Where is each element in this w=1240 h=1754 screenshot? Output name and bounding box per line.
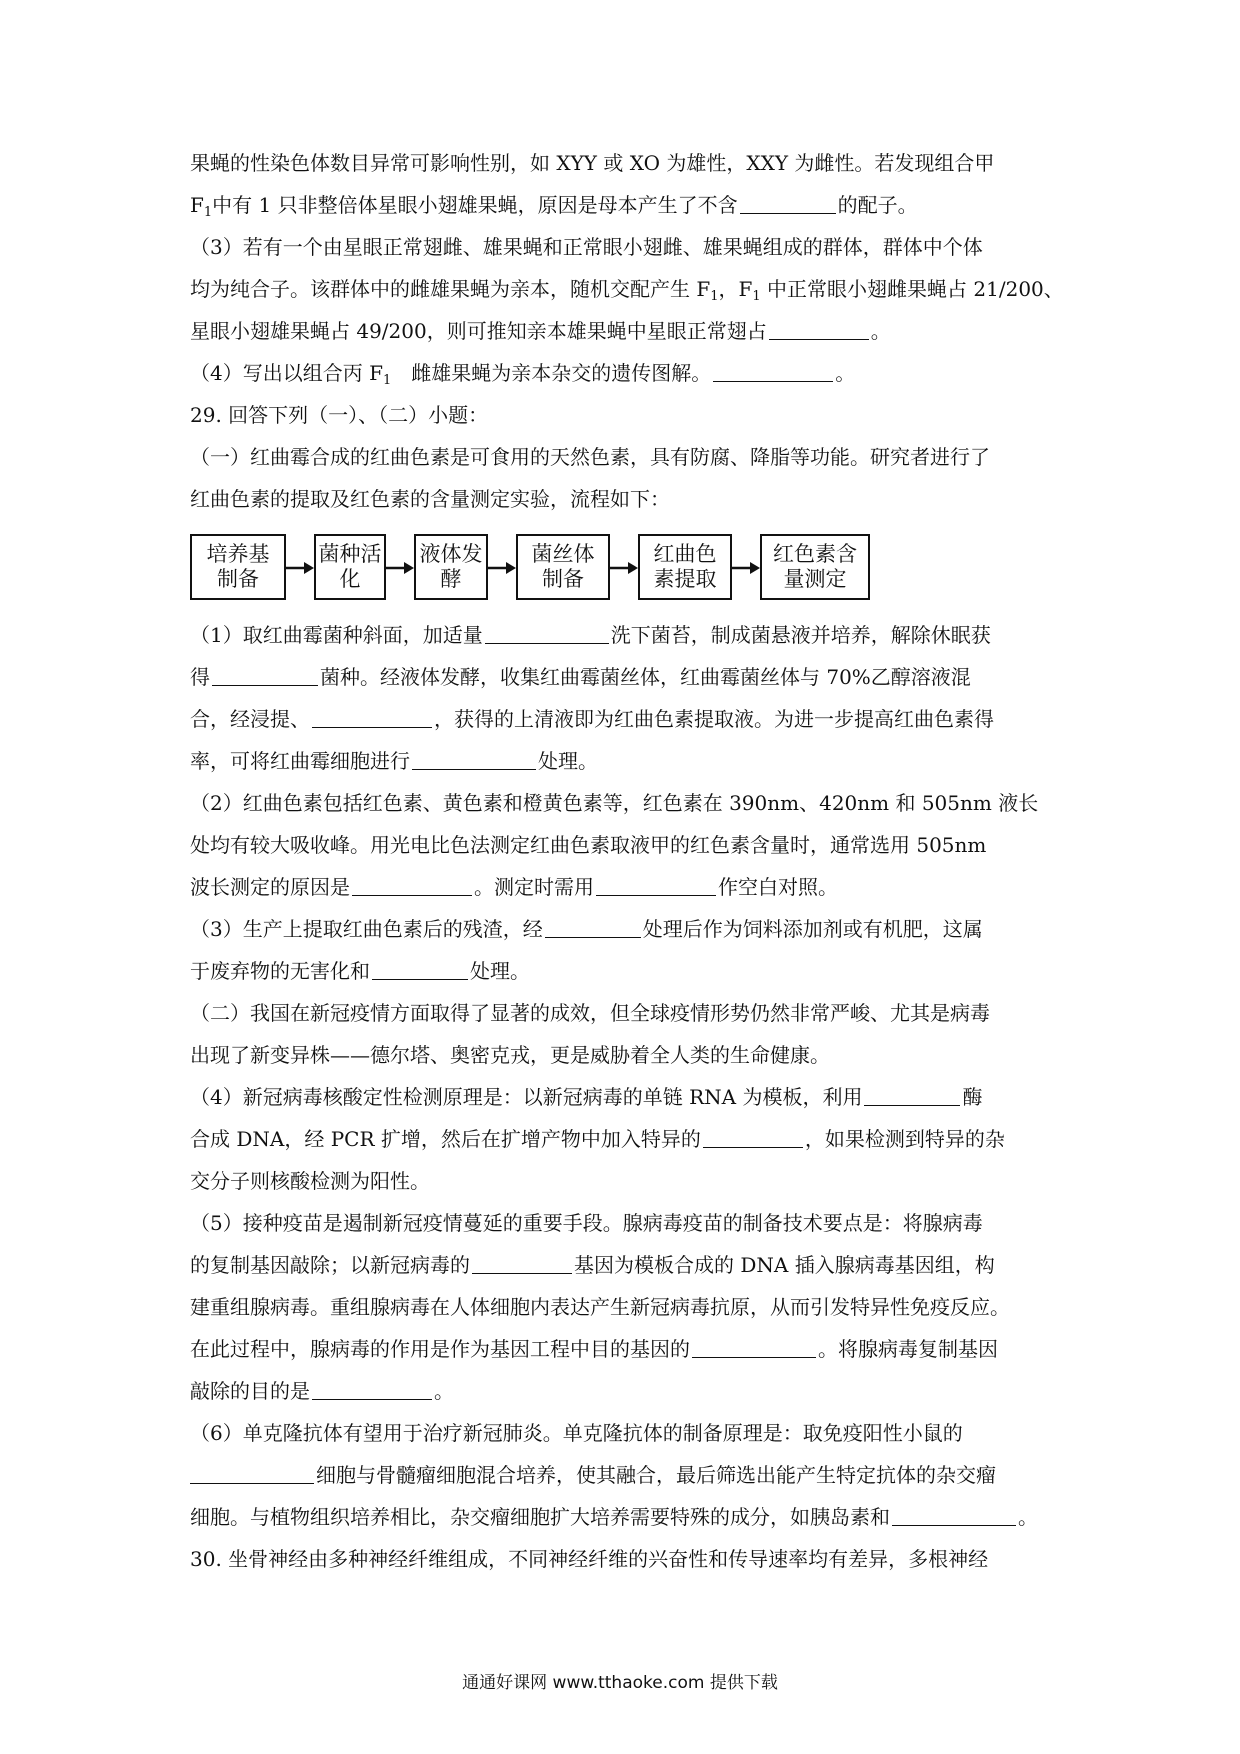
text-line [190,1496,1070,1538]
flow-step-label: 培养基制备 [206,542,270,591]
flow-step [760,534,870,600]
flow-step [414,534,488,600]
text-line [190,1202,1070,1244]
text-span: 建重组腺病毒。重组腺病毒在人体细胞内表达产生新冠病毒抗原，从而引发特异性免疫反应。 [190,1295,1010,1319]
text-line [190,992,1070,1034]
answer-blank[interactable] [864,1081,960,1106]
text-span: （一）红曲霉合成的红曲色素是可食用的天然色素，具有防腐、降脂等功能。研究者进行了 [190,445,990,469]
text-span: 。 [835,361,856,385]
answer-blank[interactable] [892,1501,1016,1526]
answer-blank[interactable] [713,357,833,382]
text-span: 红曲色素的提取及红色素的含量测定实验，流程如下： [190,487,670,511]
text-span: 处均有较大吸收峰。用光电比色法测定红曲色素取液甲的红色素含量时，通常选用 505nm [190,833,987,857]
arrow-icon [488,558,516,578]
text-span: 。 [1018,1505,1038,1529]
text-line [190,1370,1070,1412]
text-line [190,352,1070,394]
answer-blank[interactable] [372,955,468,980]
text-line [190,698,1070,740]
text-line [190,478,1070,520]
text-span: （4）新冠病毒核酸定性检测原理是：以新冠病毒的单链 RNA 为模板，利用 [190,1085,863,1109]
answer-blank[interactable] [740,189,836,214]
text-line [190,1118,1070,1160]
flow-step-label: 红曲色素提取 [653,542,717,591]
text-span: 细胞。与植物组织培养相比，杂交瘤细胞扩大培养需要特殊的成分，如胰岛素和 [190,1505,890,1529]
text-span: 果蝇的性染色体数目异常可影响性别，如 XYY 或 XO 为雄性，XXY 为雌性。若发现组合甲 [190,151,995,175]
flow-step [638,534,732,600]
page-content [190,142,1070,1580]
answer-blank[interactable] [545,913,641,938]
text-line [190,268,1070,310]
arrow-icon [610,558,638,578]
text-span: 敲除的目的是 [190,1379,310,1403]
flow-step-label: 液体发酵 [419,542,483,591]
text-span: 处理。 [538,749,598,773]
arrow-icon [286,558,314,578]
text-span: 中正常眼小翅雌果蝇占 21/200、 [760,277,1064,301]
question-number: 29. 回答下列（一）、（二）小题： [190,403,489,427]
text-span: （3）若有一个由星眼正常翅雌、雄果蝇和正常眼小翅雌、雄果蝇组成的群体，群体中个体 [190,235,983,259]
flow-step [190,534,286,600]
answer-blank[interactable] [472,1249,572,1274]
process-flowchart [190,524,1070,614]
text-line [190,436,1070,478]
text-span: 合成 DNA，经 PCR 扩增，然后在扩增产物中加入特异的 [190,1127,701,1151]
question-number: 30. 坐骨神经由多种神经纤维组成，不同神经纤维的兴奋性和传导速率均有差异，多根神经 [190,1547,989,1571]
arrow-icon [732,558,760,578]
text-line [190,394,1070,436]
text-span: 在此过程中，腺病毒的作用是作为基因工程中目的基因的 [190,1337,690,1361]
text-span: 酶 [962,1085,983,1109]
text-span: 洗下菌苔，制成菌悬液并培养，解除休眠获 [610,623,991,647]
flow-step [516,534,610,600]
text-line [190,310,1070,352]
text-line [190,1160,1070,1202]
text-span: 的复制基因敲除；以新冠病毒的 [190,1253,470,1277]
subscript: 1 [382,373,392,388]
text-span: 波长测定的原因是 [190,875,350,899]
answer-blank[interactable] [596,871,716,896]
text-line [190,1328,1070,1370]
text-line [190,656,1070,698]
text-line [190,908,1070,950]
text-span: 。测定时需用 [474,875,594,899]
flow-step [314,534,386,600]
answer-blank[interactable] [485,619,609,644]
flow-step-label: 菌种活化 [318,542,382,591]
text-span: 基因为模板合成的 DNA 插入腺病毒基因组，构 [574,1253,995,1277]
text-span: （4）写出以组合丙 F [190,361,383,385]
answer-blank[interactable] [769,315,869,340]
text-span: 的配子。 [837,193,918,217]
text-span: 菌种。经液体发酵，收集红曲霉菌丝体，红曲霉菌丝体与 70%乙醇溶液混 [320,665,971,689]
text-span: 。 [434,1379,454,1403]
text-span: （6）单克隆抗体有望用于治疗新冠肺炎。单克隆抗体的制备原理是：取免疫阳性小鼠的 [190,1421,963,1445]
text-span: 均为纯合子。该群体中的雌雄果蝇为亲本，随机交配产生 F [190,277,711,301]
text-span: 处理后作为饲料添加剂或有机肥，这属 [642,917,983,941]
text-line [190,1286,1070,1328]
answer-blank[interactable] [212,661,318,686]
text-span: ，F [718,277,753,301]
subscript: 1 [752,289,761,304]
text-span: （二）我国在新冠疫情方面取得了显著的成效，但全球疫情形势仍然非常严峻、尤其是病毒 [190,1001,990,1025]
text-span: 出现了新变异株——德尔塔、奥密克戎，更是威胁着全人类的生命健康。 [190,1043,830,1067]
text-span: 星眼小翅雄果蝇占 49/200，则可推知亲本雄果蝇中星眼正常翅占 [190,319,767,343]
answer-blank[interactable] [703,1123,803,1148]
text-line [190,142,1070,184]
answer-blank[interactable] [312,1375,432,1400]
text-span: 于废弃物的无害化和 [190,959,370,983]
text-span: ，如果检测到特异的杂 [804,1127,1005,1151]
text-span: ，获得的上清液即为红曲色素提取液。为进一步提高红曲色素得 [434,707,994,731]
text-span: 雌雄果蝇为亲本杂交的遗传图解。 [391,361,712,385]
text-span: 。 [870,319,891,343]
text-span: 细胞与骨髓瘤细胞混合培养，使其融合，最后筛选出能产生特定抗体的杂交瘤 [316,1463,996,1487]
arrow-icon [386,558,414,578]
text-span: F [190,193,204,217]
text-line [190,614,1070,656]
text-span: 合，经浸提、 [190,707,310,731]
text-span: 得 [190,665,210,689]
answer-blank[interactable] [312,703,432,728]
text-span: 处理。 [470,959,530,983]
flow-step-label: 菌丝体制备 [531,542,595,591]
text-line [190,782,1070,824]
answer-blank[interactable] [352,871,472,896]
answer-blank[interactable] [692,1333,816,1358]
text-line [190,1412,1070,1454]
text-span: （2）红曲色素包括红色素、黄色素和橙黄色素等，红色素在 390nm、420nm 和 505nm 液长 [190,791,1039,815]
flow-step-label: 红色素含量测定 [773,542,857,591]
text-line [190,184,1070,226]
text-span: （3）生产上提取红曲色素后的残渣，经 [190,917,543,941]
text-line [190,866,1070,908]
text-line [190,824,1070,866]
text-span: 。将腺病毒复制基因 [818,1337,998,1361]
text-span: 率，可将红曲霉细胞进行 [190,749,410,773]
text-line [190,1538,1070,1580]
text-line [190,950,1070,992]
text-span: 交分子则核酸检测为阳性。 [190,1169,430,1193]
answer-blank[interactable] [190,1459,314,1484]
text-line [190,1454,1070,1496]
subscript: 1 [203,205,213,220]
text-span: 中有 1 只非整倍体星眼小翅雄果蝇，原因是母本产生了不含 [212,193,738,217]
text-span: （1）取红曲霉菌种斜面，加适量 [190,623,483,647]
text-span: （5）接种疫苗是遏制新冠疫情蔓延的重要手段。腺病毒疫苗的制备技术要点是：将腺病毒 [190,1211,983,1235]
text-line [190,740,1070,782]
text-line [190,226,1070,268]
answer-blank[interactable] [412,745,536,770]
subscript: 1 [710,289,719,304]
text-span: 作空白对照。 [718,875,838,899]
text-line [190,1244,1070,1286]
page-footer: 通通好课网 www.tthaoke.com 提供下载 [462,1673,778,1693]
text-line [190,1076,1070,1118]
text-line [190,1034,1070,1076]
